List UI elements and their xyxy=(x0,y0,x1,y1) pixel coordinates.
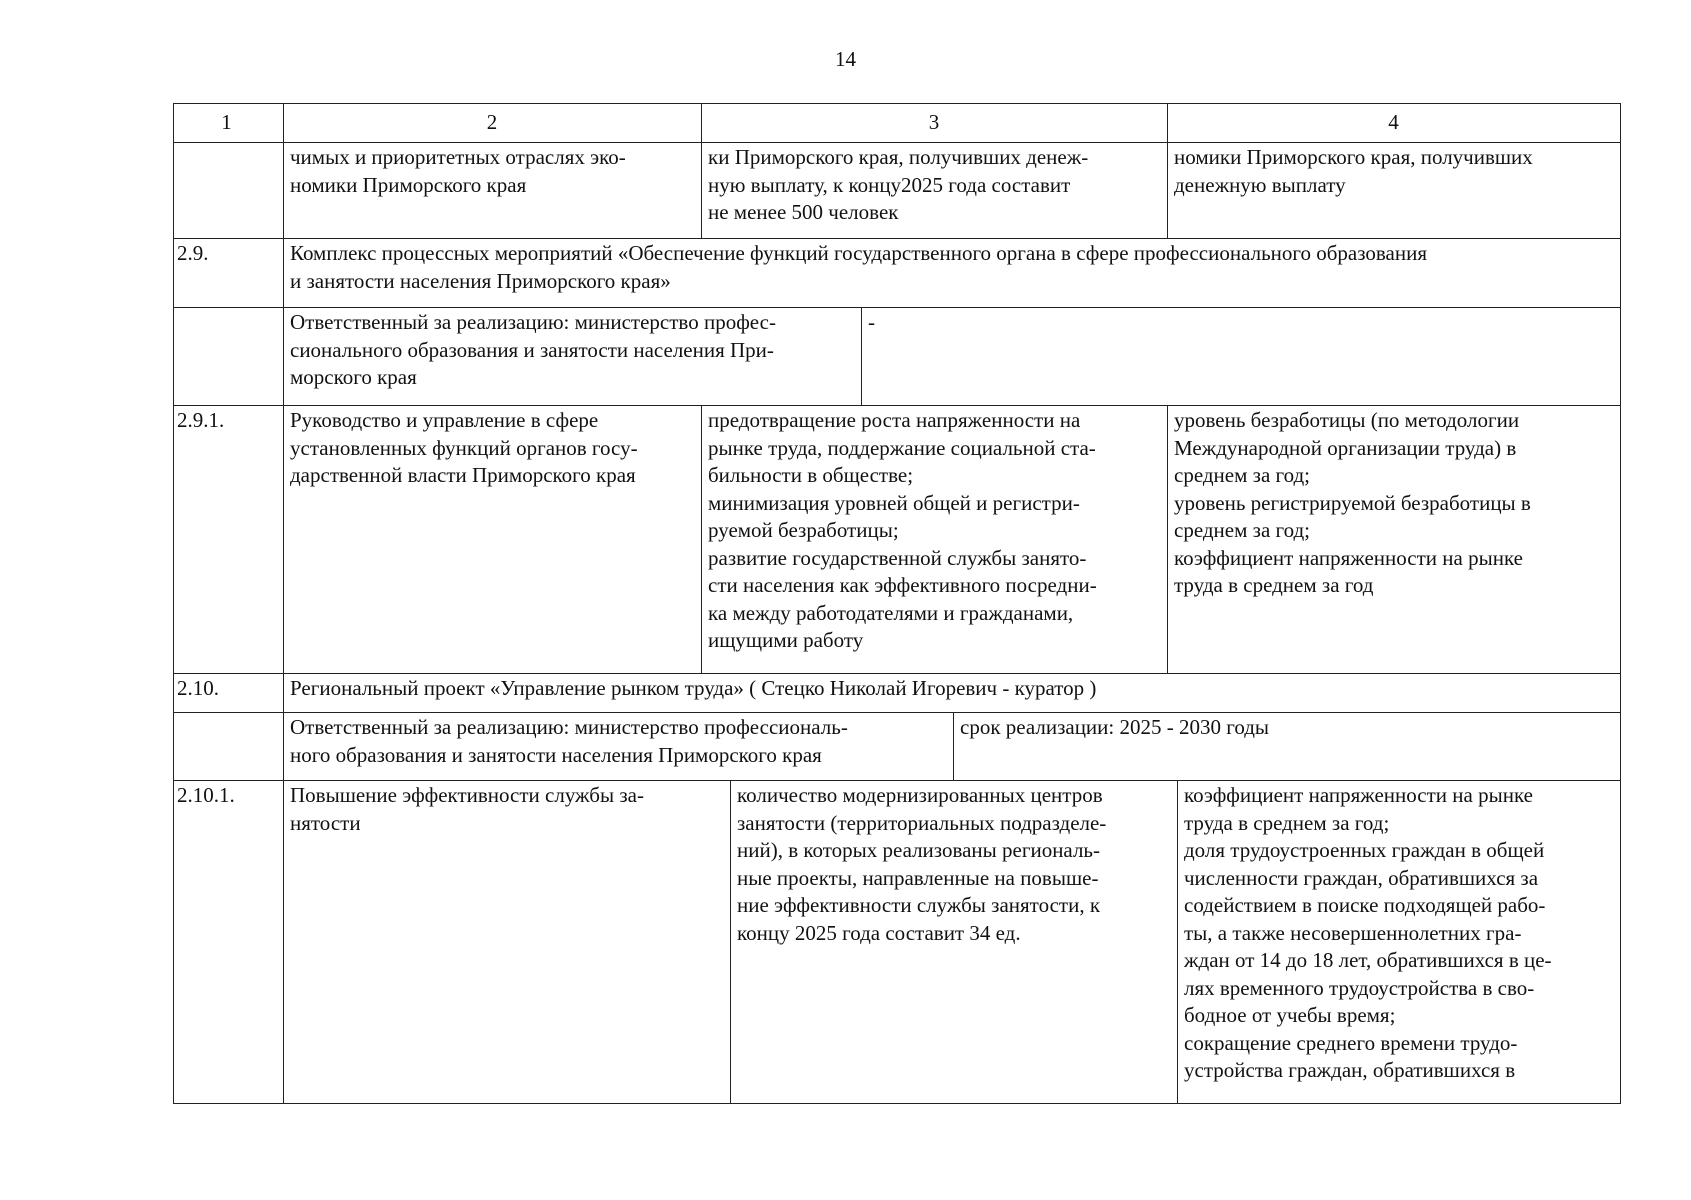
implementation-term: - xyxy=(862,308,1621,406)
implementation-term: срок реализации: 2025 - 2030 годы xyxy=(954,713,1621,781)
section-number: 2.9. xyxy=(174,239,284,308)
section-number: 2.10. xyxy=(174,674,284,713)
cell-indicator: коэффициент напряженности на рынке труда в среднем за год; доля трудоустроенных граждан в общей численности граждан, обратившихся за содействием в поиске подходящей рабо- ты, а также несовершеннолетних гра- ждан от 14 до 18 лет, обратившихся в це- лях временного трудоустройства в сво- бодное от учебы время; сокращение среднего времени трудо- устройства граждан, обратившихся в xyxy=(1178,781,1621,1104)
responsible-row-2-10 xyxy=(173,713,1621,781)
cell-number-empty xyxy=(174,713,284,781)
cell-indicator: номики Приморского края, получивших денежную выплату xyxy=(1168,143,1621,239)
responsible-text: Ответственный за реализацию: министерство профес- сионального образования и занятости населения При- морского края xyxy=(284,308,862,406)
header-col-3: 3 xyxy=(702,104,1168,143)
cell-result: количество модернизированных центров занятости (территориальных подразделе- ний), в которых реализованы региональ- ные проекты, направленные на повыше- ние эффективности службы занятости, к концу 2025 года составит 34 ед. xyxy=(731,781,1178,1104)
header-col-4: 4 xyxy=(1168,104,1621,143)
cell-number-empty xyxy=(174,143,284,239)
cell-result: ки Приморского края, получивших денеж- ную выплату, к концу2025 года составит не менее 500 человек xyxy=(702,143,1168,239)
measures-table xyxy=(173,103,1621,1104)
responsible-row-2-9 xyxy=(173,308,1621,406)
item-number: 2.9.1. xyxy=(174,406,284,674)
table-row-2-10-1 xyxy=(173,781,1621,1104)
section-title: Комплекс процессных мероприятий «Обеспечение функций государственного органа в сфере профессионального образования и занятости населения Приморского края» xyxy=(284,239,1621,308)
cell-result: предотвращение роста напряженности на рынке труда, поддержание социальной ста- бильности в обществе; минимизация уровней общей и регистри- руемой безработицы; развитие государственной службы занято- сти населения как эффективного посредни- ка между работодателями и гражданами, ищущими работу xyxy=(702,406,1168,674)
section-row-2-9 xyxy=(173,239,1621,308)
table-header-row xyxy=(173,103,1621,143)
header-col-1: 1 xyxy=(174,104,284,143)
page-number: 14 xyxy=(835,47,856,71)
responsible-text: Ответственный за реализацию: министерство профессиональ- ного образования и занятости населения Приморского края xyxy=(284,713,954,781)
item-number: 2.10.1. xyxy=(174,781,284,1104)
cell-indicator: уровень безработицы (по методологии Международной организации труда) в среднем за год; уровень регистрируемой безработицы в среднем за год; коэффициент напряженности на рынке труда в среднем за год xyxy=(1168,406,1621,674)
cell-number-empty xyxy=(174,308,284,406)
cell-task: Руководство и управление в сфере установленных функций органов госу- дарственной власти Приморского края xyxy=(284,406,702,674)
table-row-2-9-1 xyxy=(173,406,1621,674)
section-row-2-10 xyxy=(173,674,1621,713)
table-row-continued xyxy=(173,143,1621,239)
section-title: Региональный проект «Управление рынком труда» ( Стецко Николай Игоревич - куратор ) xyxy=(284,674,1621,713)
cell-task: чимых и приоритетных отраслях эко- номики Приморского края xyxy=(284,143,702,239)
cell-task: Повышение эффективности службы за- нятости xyxy=(284,781,731,1104)
header-col-2: 2 xyxy=(284,104,702,143)
